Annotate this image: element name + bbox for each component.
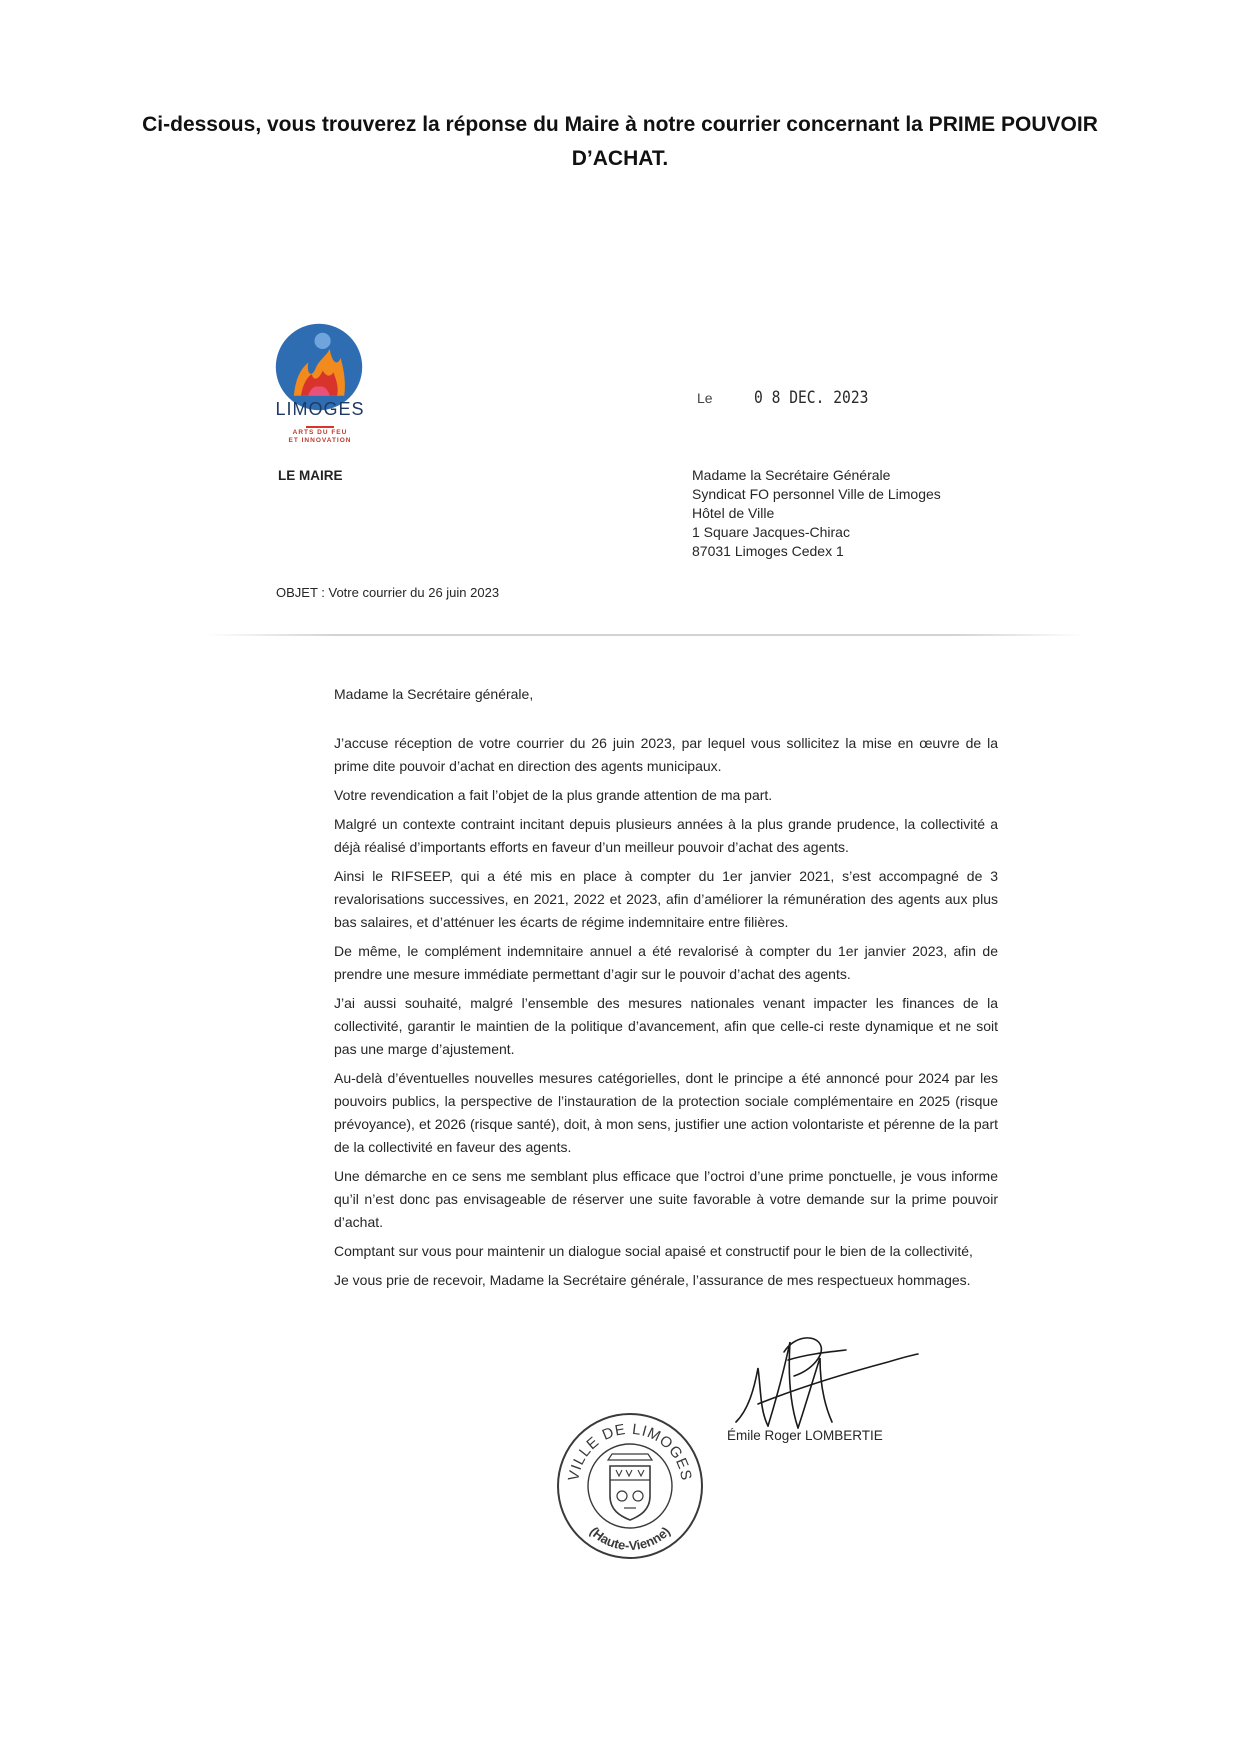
letter-body <box>334 683 998 1298</box>
body-paragraph: J’ai aussi souhaité, malgré l’ensemble des mesures nationales venant impacter les finances de la collectivité, garantir le maintien de la politique d’avancement, afin que celle-ci reste dynamique et ne soit pas une marge d’ajustement. <box>334 995 998 1057</box>
salutation: Madame la Secrétaire générale, <box>334 686 534 702</box>
body-paragraph: Une démarche en ce sens me semblant plus efficace que l’octroi d’une prime ponctuelle, je vous informe qu’il n’est donc pas envisageable de réserver une suite favorable à votre demande sur la prime pouvoir d’achat. <box>334 1168 998 1230</box>
body-paragraph: Je vous prie de recevoir, Madame la Secrétaire générale, l’assurance de mes respectueux hommages. <box>334 1272 971 1288</box>
mayor-label: LE MAIRE <box>278 468 343 483</box>
logo-city-name: LIMOGES <box>275 399 365 419</box>
svg-text:VILLE DE LIMOGES: VILLE DE LIMOGES <box>565 1420 695 1483</box>
logo-tagline-line-2: ET INNOVATION <box>288 436 352 444</box>
handwritten-signature-icon <box>728 1330 928 1440</box>
recipient-line: Hôtel de Ville <box>692 505 775 521</box>
body-paragraph: Comptant sur vous pour maintenir un dialogue social apaisé et constructif pour le bien de la collectivité, <box>334 1243 973 1259</box>
recipient-line: 1 Square Jacques-Chirac <box>692 524 850 540</box>
intro-caption: Ci-dessous, vous trouverez la réponse du Maire à notre courrier concernant la PRIME POUVOIR D’ACHAT. <box>142 113 1098 170</box>
signatory-name: Émile Roger LOMBERTIE <box>727 1428 883 1443</box>
body-paragraph: Votre revendication a fait l’objet de la plus grande attention de ma part. <box>334 787 773 803</box>
body-paragraph: De même, le complément indemnitaire annuel a été revalorisé à compter du 1er janvier 2023, afin de prendre une mesure immédiate permettant d’agir sur le pouvoir d’achat des agents. <box>334 943 998 982</box>
city-seal-stamp-icon <box>554 1410 706 1562</box>
letter-object: OBJET : Votre courrier du 26 juin 2023 <box>276 585 500 600</box>
logo-tagline-line-1: ARTS DU FEU <box>292 429 348 436</box>
date-stamp: 0 8 DEC. 2023 <box>754 388 869 408</box>
letter-date <box>697 388 888 408</box>
scan-divider <box>205 634 1085 636</box>
svg-text:(Haute-Vienne): (Haute-Vienne) <box>586 1523 674 1554</box>
logo-tagline <box>270 429 370 444</box>
body-paragraph: Au-delà d’éventuelles nouvelles mesures catégorielles, dont le principe a été annoncé pour 2024 par les pouvoirs publics, la perspective de l’instauration de la protection sociale complémentaire en 2025 (risque prévoyance), et 2026 (risque santé), doit, à mon sens, justifier une action volontariste et pérenne de la part de la collectivité en faveur des agents. <box>334 1070 998 1155</box>
recipient-line: Syndicat FO personnel Ville de Limoges <box>692 486 941 502</box>
body-paragraph: J’accuse réception de votre courrier du 26 juin 2023, par lequel vous sollicitez la mise en œuvre de la prime dite pouvoir d’achat en direction des agents municipaux. <box>334 735 998 774</box>
body-paragraph: Malgré un contexte contraint incitant depuis plusieurs années à la plus grande prudence, la collectivité a déjà réalisé d’importants efforts en faveur d’un meilleur pouvoir d’achat des agents. <box>334 816 998 855</box>
recipient-address <box>692 466 941 561</box>
recipient-line: Madame la Secrétaire Générale <box>692 467 891 483</box>
body-paragraph: Ainsi le RIFSEEP, qui a été mis en place à compter du 1er janvier 2021, s’est accompagné de 3 revalorisations successives, en 2021, 2022 et 2023, afin d’améliorer la rémunération des agents aux plus bas salaires, et d’atténuer les écarts de régime indemnitaire entre filières. <box>334 868 998 930</box>
recipient-line: 87031 Limoges Cedex 1 <box>692 543 844 559</box>
date-label: Le <box>697 390 713 406</box>
logo-separator <box>306 426 334 428</box>
